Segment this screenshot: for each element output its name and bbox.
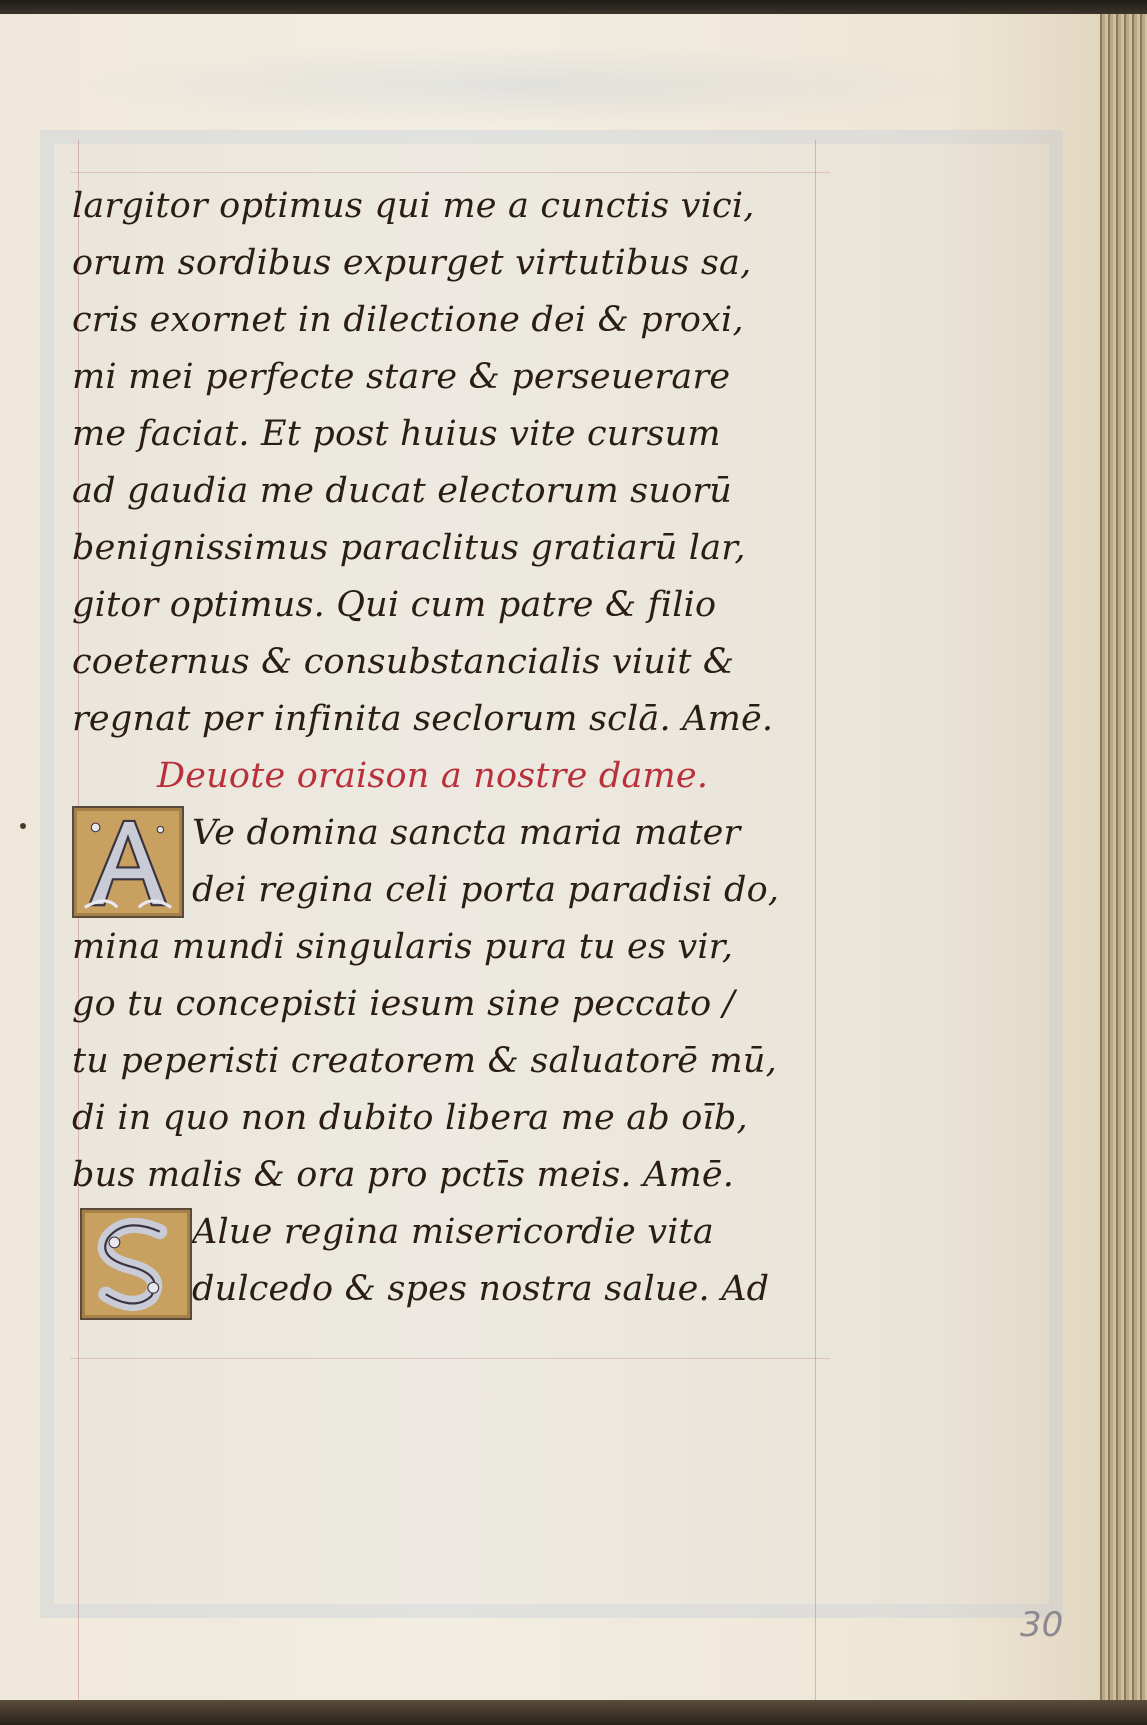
text-line: dei regina celi porta paradisi do, bbox=[192, 870, 780, 910]
text-line: gitor optimus. Qui cum patre & filio bbox=[72, 585, 717, 625]
initial-a-glyph bbox=[74, 808, 182, 916]
ruling-bottom bbox=[70, 1358, 830, 1359]
text-line: coeternus & consubstancialis viuit & bbox=[72, 642, 735, 682]
text-line: mi mei perfecte stare & perseuerare bbox=[72, 357, 731, 397]
text-line: tu peperisti creatorem & saluatorē mū, bbox=[72, 1041, 777, 1081]
text-line: regnat per infinita seclorum sclā. Amē. bbox=[72, 699, 774, 739]
text-line: cris exornet in dilectione dei & proxi, bbox=[72, 300, 744, 340]
binding-top bbox=[0, 0, 1147, 14]
text-line: Ve domina sancta maria mater bbox=[192, 813, 741, 853]
rubric-heading: Deuote oraison a nostre dame. bbox=[157, 756, 709, 796]
text-line: ad gaudia me ducat electorum suorū bbox=[72, 471, 733, 511]
text-line: dulcedo & spes nostra salue. Ad bbox=[192, 1269, 770, 1309]
show-through-top bbox=[80, 45, 980, 125]
page-edges bbox=[1100, 14, 1147, 1700]
text-line: mina mundi singularis pura tu es vir, bbox=[72, 927, 734, 967]
text-line: orum sordibus expurget virtutibus sa, bbox=[72, 243, 752, 283]
text-line: me faciat. Et post huius vite cursum bbox=[72, 414, 721, 454]
folio-number: 30 bbox=[1020, 1605, 1064, 1645]
illuminated-initial-s bbox=[80, 1208, 192, 1320]
binding-bottom bbox=[0, 1700, 1147, 1725]
ruling-top bbox=[70, 172, 830, 173]
text-line: largitor optimus qui me a cunctis vici, bbox=[72, 186, 755, 226]
text-line: bus malis & ora pro pctīs meis. Amē. bbox=[72, 1155, 735, 1195]
initial-s-glyph bbox=[82, 1210, 190, 1318]
illuminated-initial-a bbox=[72, 806, 184, 918]
text-line: Alue regina misericordie vita bbox=[192, 1212, 714, 1252]
text-block bbox=[72, 178, 852, 1318]
margin-mark bbox=[20, 823, 26, 829]
text-line: benignissimus paraclitus gratiarū lar, bbox=[72, 528, 746, 568]
text-line: di in quo non dubito libera me ab oīb, bbox=[72, 1098, 748, 1138]
text-line: go tu concepisti iesum sine peccato / bbox=[72, 984, 735, 1024]
